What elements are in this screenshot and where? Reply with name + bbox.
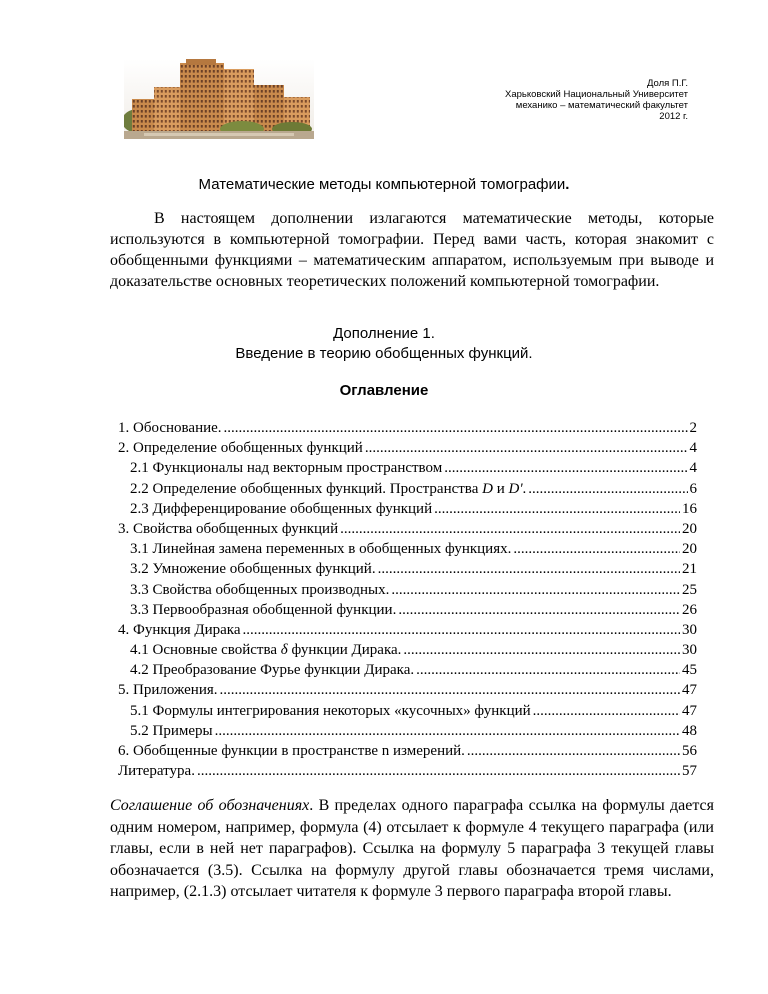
toc-entry-page: 2: [689, 420, 697, 436]
toc-entry-title-part: 2.2 Определение обобщенных функций. Пространства: [130, 480, 483, 497]
document-title: [0, 176, 768, 193]
toc-entry-page: 20: [682, 520, 697, 537]
toc-entry-page: 30: [682, 642, 697, 659]
toc-entry-title: 2.1 Функционалы над векторным пространством: [130, 460, 443, 477]
toc-entry[interactable]: [118, 580, 697, 600]
toc-leader-dots: [243, 620, 680, 640]
toc-entry-page: 16: [682, 500, 697, 517]
toc-entry[interactable]: [118, 660, 697, 680]
toc-entry-title: 5.1 Формулы интегрирования некоторых «кусочных» функций: [130, 702, 531, 719]
toc-entry-title: 3.3 Первообразная обобщенной функции.: [130, 601, 397, 618]
document-title-text: Математические методы компьютерной томографии: [198, 176, 566, 193]
toc-leader-dots: [391, 580, 680, 600]
toc-entry-title: 4. Функция Дирака: [118, 621, 241, 638]
toc-entry-title: 6. Обобщенные функции в пространстве n измерений.: [118, 743, 465, 759]
toc-entry-page: 56: [682, 743, 697, 759]
notation-convention-text: . В пределах одного параграфа ссылка на формулы дается одним номером, например, формула (4) отсылает к формуле 4 текущего параграфа (или главы, если в ней нет параграфов). Ссылка на формулу 5 параграфа 3 текущей главы обозначается (3.5). Ссылка на формулу другой главы обозначается тремя числами, например, (2.1.3) отсылает читателя к формуле 3 первого параграфа второй главы.: [110, 797, 715, 900]
appendix-heading: [0, 324, 768, 364]
toc-leader-dots: [416, 660, 680, 680]
toc-leader-dots: [528, 479, 687, 499]
toc-entry[interactable]: [118, 559, 697, 579]
toc-entry-title-part: .: [522, 480, 527, 497]
notation-convention-paragraph: [110, 795, 714, 903]
toc-entry[interactable]: [118, 519, 697, 539]
university-building-image: [124, 59, 314, 139]
toc-leader-dots: [403, 640, 680, 660]
toc-entry-title: 5. Приложения.: [118, 682, 218, 699]
notation-convention-label: Соглашение об обозначениях: [110, 797, 310, 814]
author-info: [368, 78, 688, 122]
toc-entry-page: 26: [682, 601, 697, 618]
toc-entry[interactable]: [118, 539, 697, 559]
toc-entry-page: 21: [682, 561, 697, 578]
toc-entry-page: 20: [682, 541, 697, 558]
toc-leader-dots: [444, 458, 687, 478]
space-d-symbol: D: [482, 480, 493, 497]
toc-heading: Оглавление: [339, 382, 429, 399]
university-name: Харьковский Национальный Университет: [504, 89, 688, 100]
toc-entry-page: 4: [689, 440, 697, 457]
toc-entry[interactable]: [118, 479, 697, 499]
toc-entry-page: 48: [682, 722, 697, 739]
appendix-title: Введение в теорию обобщенных функций.: [235, 345, 533, 362]
toc-leader-dots: [467, 741, 680, 761]
space-d-prime-symbol: D': [508, 480, 523, 497]
toc-entry[interactable]: [118, 620, 697, 640]
table-of-contents: [118, 418, 697, 781]
toc-entry[interactable]: [118, 499, 697, 519]
toc-entry-page: 57: [682, 763, 697, 780]
toc-entry-title-part: 4.1 Основные свойства: [130, 642, 281, 659]
appendix-number: Дополнение 1.: [333, 325, 435, 342]
toc-entry-title: 1. Обоснование.: [118, 420, 222, 436]
toc-entry-page: 45: [682, 662, 697, 679]
toc-entry-page: 25: [682, 581, 697, 598]
toc-entry[interactable]: [118, 458, 697, 478]
toc-leader-dots: [434, 499, 680, 519]
toc-entry-page: 47: [682, 702, 697, 719]
toc-entry[interactable]: [118, 721, 697, 741]
toc-entry[interactable]: [118, 438, 697, 458]
year: 2012 г.: [659, 111, 688, 122]
toc-leader-dots: [220, 680, 681, 700]
toc-entry-page: 30: [682, 621, 697, 638]
faculty-name: механико – математический факультет: [515, 100, 688, 111]
toc-entry[interactable]: [118, 680, 697, 700]
intro-paragraph: В настоящем дополнении излагаются математические методы, которые используются в компьютерной томографии. Перед вами часть, которая знакомит с обобщенными функциями – математическим аппаратом, используемым при выводе и доказательстве основных теоретических положений компьютерной томографии.: [110, 210, 714, 290]
toc-entry-page: 6: [689, 480, 697, 497]
toc-entry[interactable]: [118, 741, 697, 761]
toc-leader-dots: [398, 600, 680, 620]
toc-entry-title: 4.2 Преобразование Фурье функции Дирака.: [130, 662, 415, 679]
toc-leader-dots: [215, 721, 680, 741]
toc-entry[interactable]: [118, 600, 697, 620]
toc-leader-dots: [340, 519, 680, 539]
author-name: Доля П.Г.: [646, 78, 688, 89]
toc-leader-dots: [513, 539, 680, 559]
toc-entry[interactable]: [118, 418, 697, 438]
toc-entry-page: 47: [682, 682, 697, 699]
toc-leader-dots: [197, 761, 680, 781]
toc-entry-title-part: функции Дирака.: [287, 642, 402, 659]
toc-entry-title: Литература.: [118, 763, 195, 780]
toc-entry-title: 3. Свойства обобщенных функций: [118, 520, 339, 537]
toc-leader-dots: [365, 438, 688, 458]
toc-entry-title: [130, 479, 526, 499]
toc-entry-title: 3.2 Умножение обобщенных функций.: [130, 561, 376, 578]
toc-entry-page: 4: [689, 460, 697, 477]
toc-entry-title: 2.3 Дифференцирование обобщенных функций: [130, 500, 433, 517]
toc-entry[interactable]: [118, 701, 697, 721]
toc-entry-title: 3.1 Линейная замена переменных в обобщенных функциях.: [130, 541, 512, 558]
toc-leader-dots: [533, 701, 680, 721]
toc-leader-dots: [224, 418, 688, 438]
document-title-period: .: [565, 176, 570, 193]
toc-entry[interactable]: [118, 761, 697, 781]
toc-entry-title: 5.2 Примеры: [130, 722, 213, 739]
toc-leader-dots: [378, 559, 680, 579]
delta-symbol: δ: [280, 642, 288, 659]
toc-entry[interactable]: [118, 640, 697, 660]
toc-entry-title: 3.3 Свойства обобщенных производных.: [130, 581, 390, 598]
toc-entry-title: 2. Определение обобщенных функций: [118, 440, 363, 457]
toc-entry-title: [130, 640, 401, 660]
toc-entry-title-part: и: [492, 480, 509, 497]
